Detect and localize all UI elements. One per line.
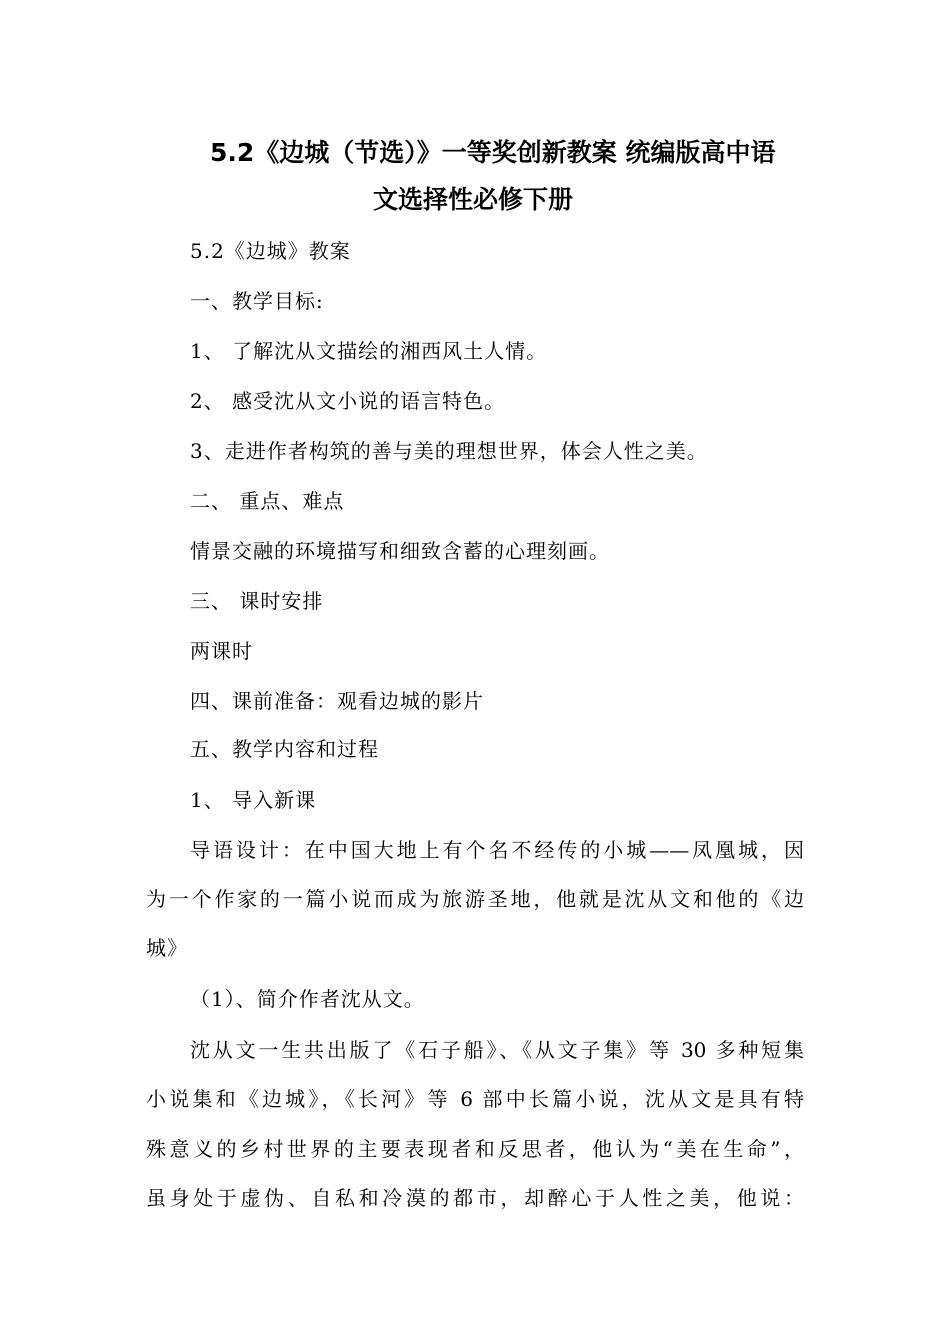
paragraph-line: 导语设计：在中国大地上有个名不经传的小城——凤凰城，因 bbox=[190, 838, 804, 862]
paragraph-line: 虽身处于虚伪、自私和冷漠的都市，却醉心于人性之美，他说： bbox=[146, 1186, 804, 1210]
objective-item-3: 3、走进作者构筑的善与美的理想世界，体会人性之美。 bbox=[190, 439, 708, 463]
paragraph-line: 为一个作家的一篇小说而成为旅游圣地，他就是沈从文和他的《边 bbox=[146, 887, 804, 911]
subsection-heading-author: （1）、简介作者沈从文。 bbox=[190, 987, 425, 1011]
document-title-line-2: 文选择性必修下册 bbox=[373, 185, 574, 214]
lesson-plan-heading: 5.2《边城》教案 bbox=[190, 239, 351, 263]
section-heading-key-points: 二、 重点、难点 bbox=[190, 489, 345, 513]
objective-item-1: 1、 了解沈从文描绘的湘西风土人情。 bbox=[190, 339, 548, 363]
key-points-text: 情景交融的环境描写和细致含蓄的心理刻画。 bbox=[190, 539, 610, 563]
document-title-line-1: 5.2《边城（节选）》一等奖创新教案 统编版高中语 bbox=[210, 138, 776, 167]
section-heading-schedule: 三、 课时安排 bbox=[190, 589, 324, 613]
paragraph-line: 城》 bbox=[146, 936, 188, 960]
paragraph-line: 殊意义的乡村世界的主要表现者和反思者，他认为“美在生命”， bbox=[146, 1137, 804, 1161]
section-heading-objectives: 一、教学目标: bbox=[190, 289, 324, 313]
section-heading-preparation: 四、课前准备：观看边城的影片 bbox=[190, 689, 484, 713]
section-heading-content: 五、教学内容和过程 bbox=[190, 737, 379, 761]
paragraph-line: 小说集和《边城》，《长河》等 6 部中长篇小说，沈从文是具有特 bbox=[146, 1087, 804, 1111]
paragraph-line: 沈从文一生共出版了《石子船》、《从文子集》等 30 多种短集 bbox=[190, 1038, 804, 1062]
schedule-text: 两课时 bbox=[190, 639, 253, 663]
step-heading-introduction: 1、 导入新课 bbox=[190, 788, 317, 812]
objective-item-2: 2、 感受沈从文小说的语言特色。 bbox=[190, 389, 506, 413]
